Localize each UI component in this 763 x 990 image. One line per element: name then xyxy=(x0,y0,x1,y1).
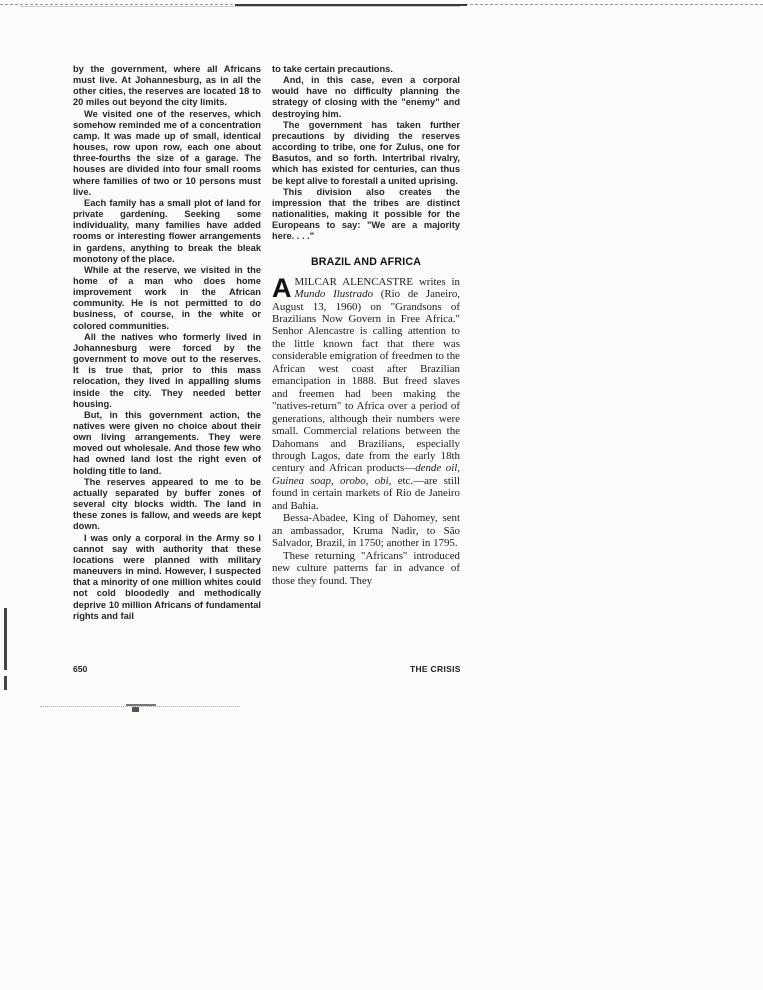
article-paragraph: These returning "Africans" introduced new culture patterns far in advance of those they found. They xyxy=(272,549,460,587)
left-paragraph: Each family has a small plot of land for private gardening. Seeking some individuality, many families have added rooms or interesting flower arrangements in gardens, anything to break the bleak monotony of the place. xyxy=(73,197,261,264)
right-paragraph: to take certain precautions. xyxy=(272,64,393,74)
left-paragraph: We visited one of the reserves, which somehow reminded me of a concentration camp. It was made up of small, identical houses, row upon row, each one about three-fourths the size of a garage. The houses are divided into four small rooms where families of two or 10 persons must live. xyxy=(73,108,261,197)
right-paragraph: The government has taken further precautions by dividing the reserves according to tribe, one for Zulus, one for Basutos, and so forth. Intertribal rivalry, which has existed for centuries, can thus be kept alive to forestall a united uprising. xyxy=(272,119,460,186)
left-paragraph: by the government, where all Africans must live. At Johannesburg, as in all the other cities, the reserves are located 18 to 20 miles out beyond the city limits. xyxy=(73,64,261,108)
scan-dotted-line xyxy=(40,706,240,707)
right-paragraph: This division also creates the impression that the tribes are distinct nationalities, making it possible for the Europeans to say: "We are a majority here. . . ." xyxy=(272,186,460,242)
scan-margin-mark xyxy=(4,608,7,670)
left-paragraph: But, in this government action, the natives were given no choice about their own living arrangements. They were moved out wholesale. And those few who had owned land lost the right even of holding title to land. xyxy=(73,409,261,476)
right-paragraph: And, in this case, even a corporal would have no difficulty planning the strategy of closing with the "enemy" and destroying him. xyxy=(272,75,460,119)
scan-top-shadow xyxy=(20,6,460,7)
left-paragraph: While at the reserve, we visited in the home of a man who does home improvement work in the African community. He is not permitted to do business, of course, in the white or colored communities. xyxy=(73,264,261,331)
article-lead-paragraph xyxy=(272,272,460,513)
scan-smudge xyxy=(132,707,139,712)
publication-name: Mundo Ilustrado xyxy=(294,288,374,301)
products-list: dende oil, Guinea soap, orobo, obi, xyxy=(272,462,460,487)
scan-margin-mark xyxy=(4,676,7,690)
lead-text-1: MILCAR ALENCASTRE writes in xyxy=(294,275,460,288)
section-heading: BRAZIL AND AFRICA xyxy=(310,255,422,268)
article-paragraph: Bessa-Abadee, King of Dahomey, sent an ambassador, Kruma Nadir, to São Salvador, Brazil, in 1750; another in 1795. xyxy=(272,512,460,550)
brazil-article xyxy=(272,272,460,587)
left-paragraph: All the natives who formerly lived in Johannesburg were forced by the government to move out to the reserves. It is true that, prior to this mass relocation, they lived in appalling slums inside the city. They needed better housing. xyxy=(73,331,261,409)
drop-cap: A xyxy=(272,272,292,303)
left-paragraph: I was only a corporal in the Army so I cannot say with authority that these locations were planned with military maneuvers in mind. However, I suspected that a minority of one million whites could not cold bloodedly and methodically deprive 10 million Africans of fundamental rights and fail xyxy=(73,532,261,621)
lead-text-3: etc.—are still found in certain markets of Rio de Janeiro and Bahia. xyxy=(272,474,460,512)
left-paragraph: The reserves appeared to me to be actually separated by buffer zones of several city blocks width. The land in these zones is fallow, and weeds are kept down. xyxy=(73,476,261,532)
right-column xyxy=(272,64,460,587)
lead-text-2: (Rio de Janeiro, August 13, 1960) on "Grandsons of Brazilians Now Govern in Free Africa." Senhor Alencastre is calling attention to the little known fact that there was considerable emigration of freedmen to the African west coast after Brazilian emancipation in 1888. But freed slaves and freemen had been making the "natives-return" to Africa over a period of generations, although their numbers were small. Commercial relations between the Dahomans and Brazilians, especially through Lagos, date from the early 18th century and African products— xyxy=(272,288,460,475)
page-number: 650 xyxy=(73,664,88,674)
running-title: THE CRISIS xyxy=(410,664,461,674)
left-column xyxy=(73,64,261,622)
scan-smudge xyxy=(126,704,156,706)
